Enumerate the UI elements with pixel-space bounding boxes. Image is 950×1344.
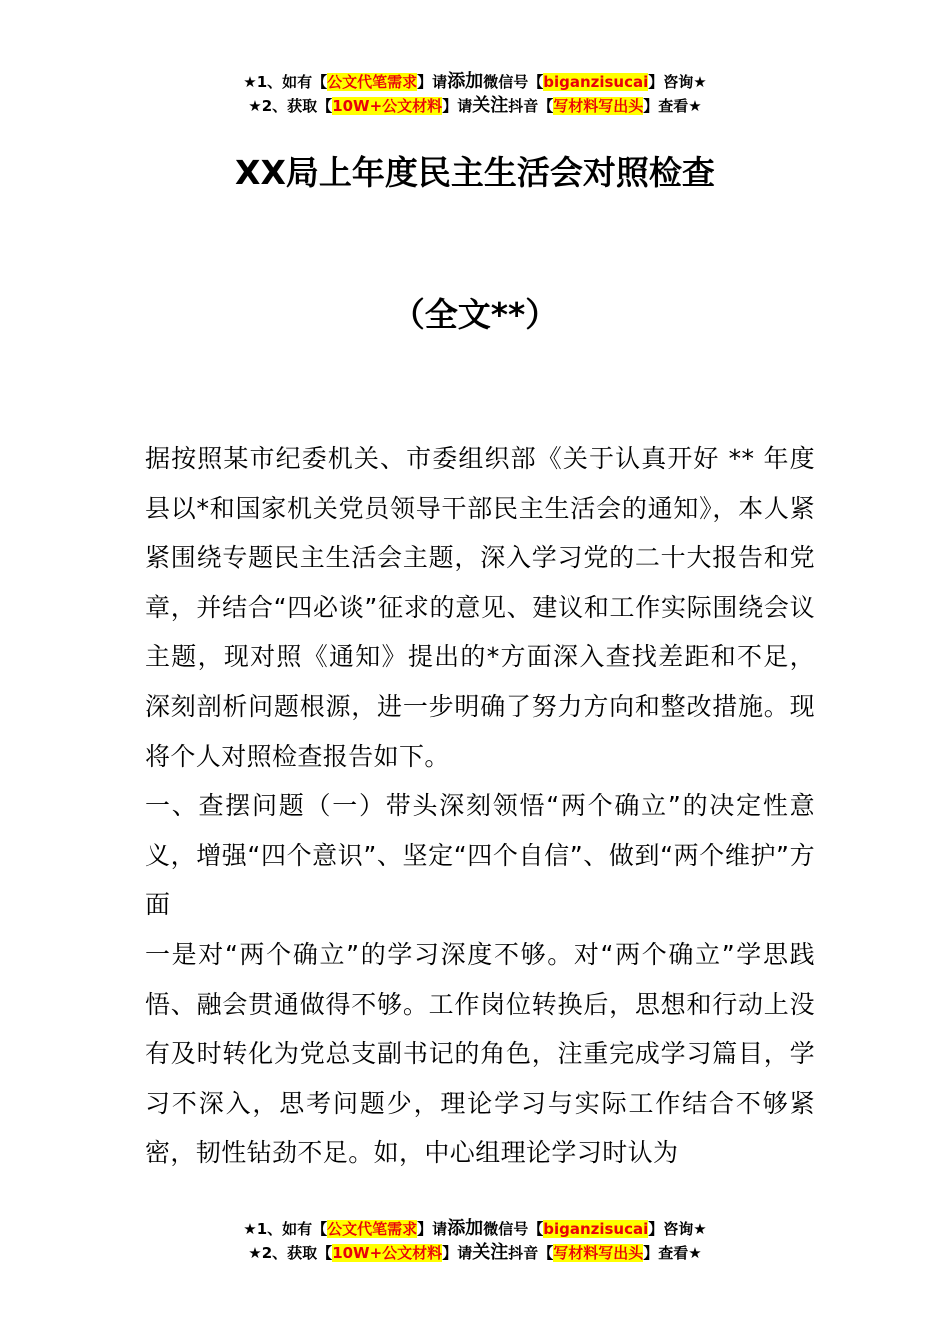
document-title: XX局上年度民主生活会对照检查: [235, 153, 715, 192]
footer-banner: [0, 1217, 950, 1265]
banner-text: 微信号【: [483, 1220, 544, 1238]
banner-text: 】请: [417, 1220, 448, 1238]
banner-text: 】请: [417, 73, 448, 91]
banner-text: 】请: [442, 1244, 473, 1262]
paragraph-section-heading: 一、查摆问题（一）带头深刻领悟“两个确立”的决定性意义，增强“四个意识”、坚定“四个自信”、做到“两个维护”方面: [145, 791, 815, 920]
banner-text: ★2、获取【: [248, 97, 333, 115]
highlight-wechat-id: biganzisucai: [543, 1220, 649, 1238]
highlight-douyin: 写材料写出头: [553, 97, 644, 115]
banner-text: 】咨询★: [648, 1220, 707, 1238]
highlight-materials: 10W+公文材料: [332, 1244, 443, 1262]
highlight-douyin: 写材料写出头: [553, 1244, 644, 1262]
banner-text: 】查看★: [643, 1244, 702, 1262]
highlight-wechat-id: biganzisucai: [543, 73, 649, 91]
paragraph-intro: 据按照某市纪委机关、市委组织部《关于认真开好 ** 年度县以*和国家机关党员领导干部民主生活会的通知》，本人紧紧围绕专题民主生活会主题，深入学习党的二十大报告和党章，并结合“四必谈”征求的意见、建议和工作实际围绕会议主题，现对照《通知》提出的*方面深入查找差距和不足，深刻剖析问题根源，进一步明确了努力方向和整改措施。现将个人对照检查报告如下。: [145, 444, 815, 771]
banner-emphasis: 关注: [472, 95, 509, 116]
banner-line-2: [0, 94, 950, 118]
banner-text: 】咨询★: [648, 73, 707, 91]
banner-text: ★1、如有【: [243, 73, 328, 91]
banner-emphasis: 添加: [447, 1218, 484, 1239]
banner-line-1: [0, 70, 950, 94]
banner-text: 抖音【: [508, 1244, 554, 1262]
banner-text: 】请: [442, 97, 473, 115]
banner-text: ★2、获取【: [248, 1244, 333, 1262]
banner-line-2: [0, 1241, 950, 1265]
paragraph-issue-one: 一是对“两个确立”的学习深度不够。对“两个确立”学思践悟、融会贯通做得不够。工作岗位转换后，思想和行动上没有及时转化为党总支副书记的角色，注重完成学习篇目，学习不深入，思考问题少，理论学习与实际工作结合不够紧密，韧性钻劲不足。如，中心组理论学习时认为: [145, 939, 815, 1168]
banner-text: 抖音【: [508, 97, 554, 115]
document-body: [145, 434, 815, 1178]
highlight-service: 公文代笔需求: [327, 1220, 418, 1238]
banner-emphasis: 添加: [447, 71, 484, 92]
highlight-materials: 10W+公文材料: [332, 97, 443, 115]
banner-emphasis: 关注: [472, 1242, 509, 1263]
header-banner: [0, 70, 950, 118]
highlight-service: 公文代笔需求: [327, 73, 418, 91]
document-subtitle: （全文**）: [391, 295, 559, 334]
banner-line-1: [0, 1217, 950, 1241]
banner-text: 微信号【: [483, 73, 544, 91]
banner-text: 】查看★: [643, 97, 702, 115]
banner-text: ★1、如有【: [243, 1220, 328, 1238]
